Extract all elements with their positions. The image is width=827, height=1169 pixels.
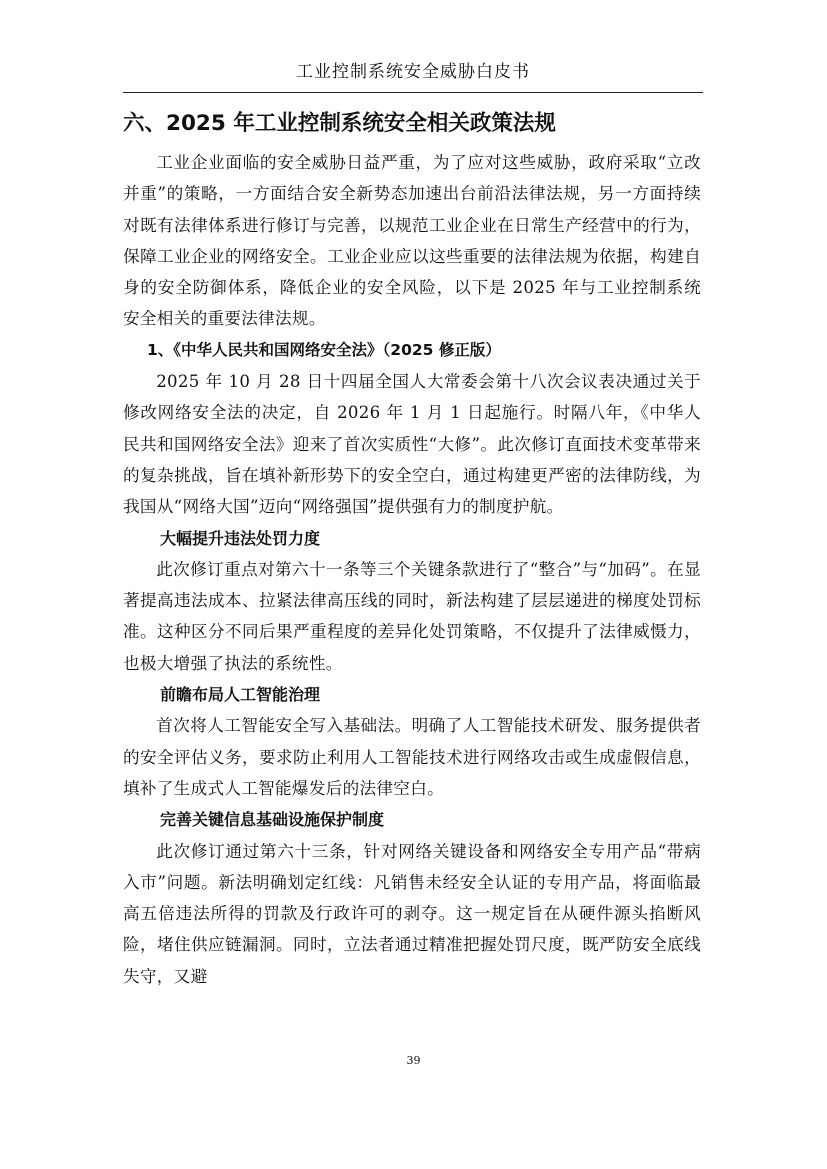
paragraph-intro: 工业企业面临的安全威胁日益严重，为了应对这些威胁，政府采取“立改并重”的策略，一方面结合安全新势态加速出台前沿法律法规，另一方面持续对既有法律体系进行修订与完善，以规范工业企业在日常生产经营中的行为，保障工业企业的网络安全。工业企业应以这些重要的法律法规为依据，构建自身的安全防御体系，降低企业的安全风险，以下是 2025 年与工业控制系统安全相关的重要法律法规。: [123, 153, 701, 329]
running-header: 工业控制系统安全威胁白皮书: [296, 62, 530, 82]
header-divider: [123, 92, 703, 93]
subheading-ai-governance: 前瞻布局人工智能治理: [160, 685, 321, 705]
subheading-critical-infrastructure: 完善关键信息基础设施保护制度: [160, 810, 385, 830]
page-number: 39: [406, 1054, 421, 1067]
numbered-heading: 1、《中华人民共和国网络安全法》（2025 修正版）: [147, 340, 501, 359]
paragraph-revision-overview: 2025 年 10 月 28 日十四届全国人大常委会第十八次会议表决通过关于修改网络安全法的决定，自 2026 年 1 月 1 日起施行。时隔八年，《中华人民共和国网络安全法》迎来了首次实质性“大修”。此次修订直面技术变革带来的复杂挑战，旨在填补新形势下的安全空白，通过构建更严密的法律防线，为我国从“网络大国”迈向“网络强国”提供强有力的制度护航。: [123, 372, 701, 517]
subheading-penalties: 大幅提升违法处罚力度: [160, 528, 321, 548]
paragraph-ai-governance: 首次将人工智能安全写入基础法。明确了人工智能技术研发、服务提供者的安全评估义务，要求防止利用人工智能技术进行网络攻击或生成虚假信息，填补了生成式人工智能爆发后的法律空白。: [123, 716, 701, 798]
body-content: [123, 147, 701, 992]
paragraph-critical-infrastructure: 此次修订通过第六十三条，针对网络关键设备和网络安全专用产品“带病入市”问题。新法明确划定红线：凡销售未经安全认证的专用产品，将面临最高五倍违法所得的罚款及行政许可的剥夺。这一规定旨在从硬件源头掐断风险，堵住供应链漏洞。同时，立法者通过精准把握处罚尺度，既严防安全底线失守，又避: [123, 841, 701, 986]
paragraph-penalties: 此次修订重点对第六十一条等三个关键条款进行了“整合”与“加码”。在显著提高违法成本、拉紧法律高压线的同时，新法构建了层层递进的梯度处罚标准。这种区分不同后果严重程度的差异化处罚策略，不仅提升了法律威慑力，也极大增强了执法的系统性。: [123, 559, 701, 673]
section-title: 六、2025 年工业控制系统安全相关政策法规: [123, 111, 556, 136]
